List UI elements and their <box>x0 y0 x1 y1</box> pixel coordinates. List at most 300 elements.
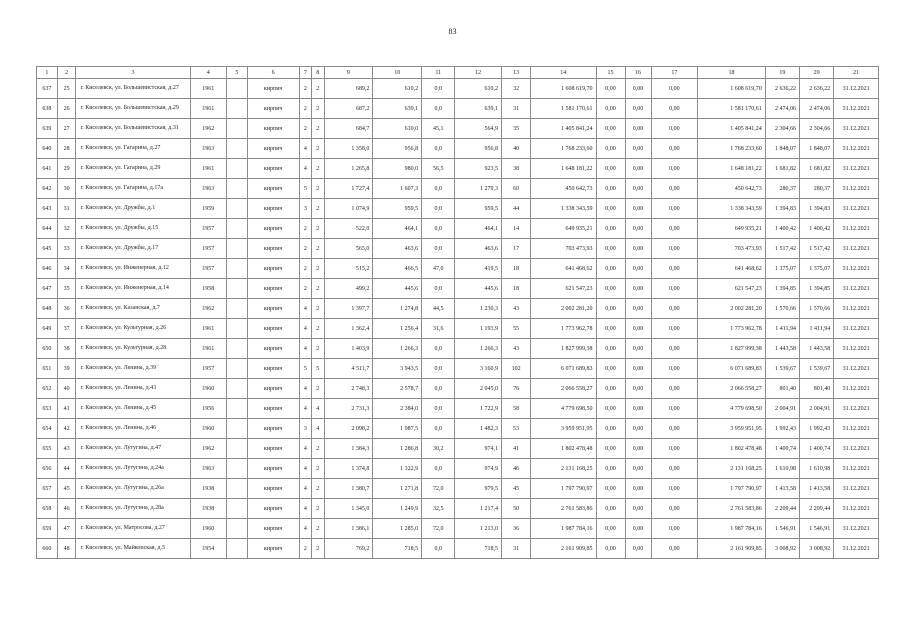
table-cell: 0,00 <box>625 119 651 139</box>
table-cell: 0,0 <box>422 219 455 239</box>
table-cell: 642 <box>37 179 58 199</box>
table-cell: 44,5 <box>422 299 455 319</box>
table-cell: 2 004,91 <box>765 399 799 419</box>
table-cell: 2 474,06 <box>799 99 833 119</box>
table-cell: 980,0 <box>373 159 422 179</box>
table-cell: 639 <box>37 119 58 139</box>
column-header: 21 <box>834 67 879 79</box>
address-cell: г. Киселевск, ул. Ленина, д.39 <box>76 359 190 379</box>
address-cell: г. Киселевск, ул. Гагарина, д.27 <box>76 139 190 159</box>
table-cell: 44 <box>57 459 76 479</box>
table-cell: 1 581 170,61 <box>531 99 596 119</box>
table-cell: 651 <box>37 359 58 379</box>
table-cell: 0,0 <box>422 339 455 359</box>
table-cell: 2 <box>312 299 324 319</box>
table-cell: 34 <box>57 259 76 279</box>
table-cell: 31.12.2021 <box>834 279 879 299</box>
table-cell: 2 384,0 <box>373 399 422 419</box>
table-cell: 0,00 <box>625 359 651 379</box>
table-cell: кирпич <box>247 159 299 179</box>
table-cell: 450 642,73 <box>531 179 596 199</box>
table-row <box>37 99 879 119</box>
table-cell: 2 <box>312 439 324 459</box>
table-cell: 38 <box>502 159 531 179</box>
table-cell <box>226 99 247 119</box>
table-cell: 515,2 <box>324 259 373 279</box>
table-cell: 37 <box>57 319 76 339</box>
table-cell: кирпич <box>247 79 299 99</box>
table-cell: 1961 <box>190 159 226 179</box>
table-cell: 0,0 <box>422 419 455 439</box>
table-cell: 1963 <box>190 459 226 479</box>
table-cell: 959,5 <box>373 199 422 219</box>
table-cell: 36 <box>57 299 76 319</box>
table-cell: 41 <box>502 439 531 459</box>
table-cell: 0,00 <box>596 219 625 239</box>
table-cell: 1957 <box>190 359 226 379</box>
table-cell: кирпич <box>247 499 299 519</box>
table-cell: 5 <box>299 359 311 379</box>
table-cell: 50 <box>502 499 531 519</box>
table-cell: 649 935,21 <box>531 219 596 239</box>
table-cell: 31.12.2021 <box>834 219 879 239</box>
table-cell: 1 265,8 <box>324 159 373 179</box>
table-cell: 2 761 583,86 <box>698 499 765 519</box>
table-cell: 1 397,7 <box>324 299 373 319</box>
table-cell: 2 <box>299 539 311 559</box>
table-cell: 0,00 <box>596 479 625 499</box>
table-cell: 1 581 170,61 <box>698 99 765 119</box>
table-cell: 102 <box>502 359 531 379</box>
table-cell: 0,0 <box>422 239 455 259</box>
column-header: 13 <box>502 67 531 79</box>
table-cell: кирпич <box>247 339 299 359</box>
table-cell: кирпич <box>247 299 299 319</box>
table-cell: 14 <box>502 219 531 239</box>
table-cell: 649 935,21 <box>698 219 765 239</box>
table-cell: 0,00 <box>625 479 651 499</box>
table-cell: 703 473,93 <box>698 239 765 259</box>
table-cell: 610,2 <box>455 79 502 99</box>
table-cell: 2 <box>299 99 311 119</box>
table-cell: 1 411,94 <box>799 319 833 339</box>
table-cell: 646 <box>37 259 58 279</box>
table-cell: 1 286,8 <box>373 439 422 459</box>
column-header: 2 <box>57 67 76 79</box>
table-cell: 718,5 <box>373 539 422 559</box>
table-cell: 0,0 <box>422 379 455 399</box>
table-cell: 648 <box>37 299 58 319</box>
table-cell: 0,00 <box>651 379 698 399</box>
table-cell: 641 468,62 <box>698 259 765 279</box>
table-cell <box>226 399 247 419</box>
table-cell: 1 362,4 <box>324 319 373 339</box>
table-cell <box>226 379 247 399</box>
table-cell: 1 338 343,59 <box>531 199 596 219</box>
address-cell: г. Киселевск, ул. Лутугина, д.47 <box>76 439 190 459</box>
table-cell: 1961 <box>190 319 226 339</box>
table-cell: 718,5 <box>455 539 502 559</box>
table-cell: 1 394,85 <box>799 279 833 299</box>
table-cell: 2 131 168,25 <box>698 459 765 479</box>
table-cell: 5 <box>299 179 311 199</box>
table-cell: 1 213,0 <box>455 519 502 539</box>
table-cell: 0,00 <box>651 519 698 539</box>
table-cell: 1 987,5 <box>373 419 422 439</box>
table-cell: 35 <box>57 279 76 299</box>
column-header: 12 <box>455 67 502 79</box>
table-cell: 0,00 <box>625 439 651 459</box>
table-cell: 0,00 <box>651 199 698 219</box>
table-cell: 0,00 <box>625 539 651 559</box>
table-cell: 4 <box>299 459 311 479</box>
table-cell: 0,00 <box>651 279 698 299</box>
table-cell: 2 <box>312 459 324 479</box>
table-cell: 565,0 <box>324 239 373 259</box>
table-cell <box>226 479 247 499</box>
table-cell: 0,00 <box>596 439 625 459</box>
table-cell <box>226 359 247 379</box>
table-cell: 5 <box>312 359 324 379</box>
table-cell: 1 384,3 <box>324 439 373 459</box>
address-cell: г. Киселевск, ул. Инженерная, д.14 <box>76 279 190 299</box>
table-cell: кирпич <box>247 399 299 419</box>
table-cell: 1 413,58 <box>799 479 833 499</box>
table-cell <box>226 159 247 179</box>
table-cell: 0,00 <box>651 119 698 139</box>
table-cell: 0,00 <box>625 499 651 519</box>
table-cell: 0,0 <box>422 399 455 419</box>
table-cell: 31.12.2021 <box>834 459 879 479</box>
table-cell: 647 <box>37 279 58 299</box>
table-cell: кирпич <box>247 179 299 199</box>
table-row <box>37 539 879 559</box>
table-cell: 660 <box>37 539 58 559</box>
table-cell: кирпич <box>247 319 299 339</box>
table-cell: 610,2 <box>373 79 422 99</box>
table-cell <box>226 239 247 259</box>
table-cell: 2 <box>299 279 311 299</box>
table-cell: 1 403,9 <box>324 339 373 359</box>
table-cell: 464,1 <box>373 219 422 239</box>
table-cell: 0,0 <box>422 199 455 219</box>
address-cell: г. Киселевск, ул. Ленина, д.43 <box>76 379 190 399</box>
table-cell: 1 230,3 <box>455 299 502 319</box>
table-cell: 2 <box>312 539 324 559</box>
table-cell: 1938 <box>190 479 226 499</box>
table-cell: 1 681,82 <box>799 159 833 179</box>
table-cell: кирпич <box>247 419 299 439</box>
table-cell: 2 761 583,86 <box>531 499 596 519</box>
table-cell: 1 400,42 <box>765 219 799 239</box>
table-cell: 1 546,91 <box>799 519 833 539</box>
table-cell: 2 098,2 <box>324 419 373 439</box>
table-cell: 1 285,0 <box>373 519 422 539</box>
table-cell: 2 161 909,85 <box>531 539 596 559</box>
table-cell: 2 <box>312 119 324 139</box>
table-cell: 652 <box>37 379 58 399</box>
table-cell: 4 779 698,50 <box>531 399 596 419</box>
table-cell: 1 992,43 <box>765 419 799 439</box>
table-cell: 1 802 478,48 <box>698 439 765 459</box>
table-cell: 621 547,23 <box>531 279 596 299</box>
table-cell: 450 642,73 <box>698 179 765 199</box>
table-cell: 1 773 962,78 <box>531 319 596 339</box>
table-cell: 0,00 <box>596 499 625 519</box>
table-cell: 2 <box>312 499 324 519</box>
table-row <box>37 439 879 459</box>
table-cell: 610,0 <box>373 119 422 139</box>
table-cell: 46 <box>502 459 531 479</box>
table-cell: 40 <box>502 139 531 159</box>
table-cell: 0,00 <box>651 359 698 379</box>
table-cell: 4 <box>312 419 324 439</box>
table-cell: 0,00 <box>625 99 651 119</box>
table-cell: 0,00 <box>596 459 625 479</box>
table-cell: 4 <box>312 399 324 419</box>
table-cell: 1 539,67 <box>799 359 833 379</box>
table-cell: 2 <box>312 199 324 219</box>
column-header: 8 <box>312 67 324 79</box>
table-cell: кирпич <box>247 119 299 139</box>
table-cell: 1 256,4 <box>373 319 422 339</box>
table-cell: 499,2 <box>324 279 373 299</box>
table-cell: 2 004,91 <box>799 399 833 419</box>
table-cell: 56,5 <box>422 159 455 179</box>
table-cell: 1 413,58 <box>765 479 799 499</box>
table-cell: 280,37 <box>799 179 833 199</box>
table-cell <box>226 439 247 459</box>
table-cell: 1962 <box>190 299 226 319</box>
table-cell: 1 517,42 <box>765 239 799 259</box>
table-cell: 1 546,91 <box>765 519 799 539</box>
table-cell <box>226 339 247 359</box>
table-cell: 3 008,92 <box>765 539 799 559</box>
table-cell: 1 773 962,78 <box>698 319 765 339</box>
table-cell: 621 547,23 <box>698 279 765 299</box>
housing-register-table-container <box>36 66 879 559</box>
table-row <box>37 459 879 479</box>
column-header: 9 <box>324 67 373 79</box>
table-cell: кирпич <box>247 459 299 479</box>
table-cell: 46 <box>57 499 76 519</box>
table-cell: 2 131 168,25 <box>531 459 596 479</box>
table-row <box>37 119 879 139</box>
table-cell: 0,0 <box>422 79 455 99</box>
address-cell: г. Киселевск, ул. Большевистская, д.29 <box>76 99 190 119</box>
table-cell: 0,00 <box>596 179 625 199</box>
table-cell: 1 802 478,48 <box>531 439 596 459</box>
table-cell: 2 <box>299 119 311 139</box>
table-cell: 0,00 <box>651 339 698 359</box>
table-cell: 974,9 <box>455 459 502 479</box>
table-cell: 25 <box>57 79 76 99</box>
table-cell: 44 <box>502 199 531 219</box>
table-cell: 653 <box>37 399 58 419</box>
table-cell: 53 <box>502 419 531 439</box>
table-cell: 656 <box>37 459 58 479</box>
address-cell: г. Киселевск, ул. Гагарина, д.17а <box>76 179 190 199</box>
table-cell: 1 608 619,70 <box>698 79 765 99</box>
table-cell: 31.12.2021 <box>834 299 879 319</box>
table-cell: 0,00 <box>625 339 651 359</box>
table-cell: 0,0 <box>422 99 455 119</box>
table-cell: 638 <box>37 99 58 119</box>
table-cell: 2 <box>312 139 324 159</box>
table-cell: 2 <box>299 79 311 99</box>
table-cell: 0,00 <box>596 339 625 359</box>
table-cell: 0,00 <box>625 159 651 179</box>
table-row <box>37 239 879 259</box>
table-cell: 687,2 <box>324 99 373 119</box>
table-cell: 72,0 <box>422 519 455 539</box>
table-cell: 1 274,8 <box>373 299 422 319</box>
table-cell: 4 <box>299 499 311 519</box>
table-cell: 0,00 <box>651 399 698 419</box>
table-cell: 1 375,07 <box>765 259 799 279</box>
table-cell: 684,7 <box>324 119 373 139</box>
table-row <box>37 399 879 419</box>
table-cell: 0,00 <box>596 319 625 339</box>
header-row <box>37 67 879 79</box>
table-cell: 769,2 <box>324 539 373 559</box>
table-cell: 1 193,9 <box>455 319 502 339</box>
table-cell: 0,00 <box>651 299 698 319</box>
table-cell: 0,00 <box>625 219 651 239</box>
column-header: 10 <box>373 67 422 79</box>
table-cell: 1 797 790,97 <box>698 479 765 499</box>
column-header: 20 <box>799 67 833 79</box>
table-cell: кирпич <box>247 519 299 539</box>
table-cell: 2 748,3 <box>324 379 373 399</box>
table-cell: 1 358,0 <box>324 139 373 159</box>
table-cell: 1 722,9 <box>455 399 502 419</box>
table-cell: 0,00 <box>651 219 698 239</box>
address-cell: г. Киселевск, ул. Культурная, д.28 <box>76 339 190 359</box>
table-cell: 18 <box>502 259 531 279</box>
table-cell: 1954 <box>190 539 226 559</box>
table-cell: 40 <box>57 379 76 399</box>
table-cell: 1962 <box>190 439 226 459</box>
table-cell <box>226 119 247 139</box>
table-cell: 974,1 <box>455 439 502 459</box>
table-cell: 31.12.2021 <box>834 139 879 159</box>
table-cell: 1 517,42 <box>799 239 833 259</box>
table-row <box>37 319 879 339</box>
table-cell: 2 <box>312 379 324 399</box>
table-cell: 0,00 <box>596 159 625 179</box>
table-cell: 0,0 <box>422 539 455 559</box>
table-cell: 4 <box>299 339 311 359</box>
table-cell: 39 <box>57 359 76 379</box>
column-header: 3 <box>76 67 190 79</box>
table-cell: 1957 <box>190 219 226 239</box>
table-cell: 2 636,22 <box>765 79 799 99</box>
table-cell: 1 648 181,22 <box>698 159 765 179</box>
table-cell: 463,6 <box>373 239 422 259</box>
table-cell: 1960 <box>190 379 226 399</box>
table-cell: 0,00 <box>625 179 651 199</box>
table-cell: 923,5 <box>455 159 502 179</box>
table-cell: 31.12.2021 <box>834 259 879 279</box>
table-cell: 0,00 <box>596 539 625 559</box>
table-cell: 47,0 <box>422 259 455 279</box>
table-cell <box>226 199 247 219</box>
table-cell: 2 731,3 <box>324 399 373 419</box>
table-cell: 48 <box>57 539 76 559</box>
table-cell: 3 008,92 <box>799 539 833 559</box>
table-cell: 658 <box>37 499 58 519</box>
column-header: 11 <box>422 67 455 79</box>
table-cell: 0,00 <box>596 379 625 399</box>
table-cell: кирпич <box>247 439 299 459</box>
table-cell: 0,00 <box>596 399 625 419</box>
table-cell: 0,00 <box>625 379 651 399</box>
table-cell: 0,00 <box>596 139 625 159</box>
table-cell: 1961 <box>190 79 226 99</box>
table-cell: 280,37 <box>765 179 799 199</box>
table-cell: 30 <box>57 179 76 199</box>
table-cell: 1 607,3 <box>373 179 422 199</box>
table-cell: 1 827 999,38 <box>698 339 765 359</box>
table-cell: 0,00 <box>625 79 651 99</box>
table-cell: 1 539,67 <box>765 359 799 379</box>
table-cell: 2 161 909,85 <box>698 539 765 559</box>
address-cell: г. Киселевск, ул. Лутугина, д.28а <box>76 499 190 519</box>
address-cell: г. Киселевск, ул. Казанская, д.7 <box>76 299 190 319</box>
table-cell: 1959 <box>190 199 226 219</box>
table-cell: 43 <box>502 299 531 319</box>
table-cell: 0,0 <box>422 279 455 299</box>
table-cell: 2 <box>299 239 311 259</box>
table-cell: 0,00 <box>596 419 625 439</box>
table-cell: 0,00 <box>651 439 698 459</box>
table-cell: 4 <box>299 519 311 539</box>
table-cell <box>226 499 247 519</box>
table-cell: 956,8 <box>455 139 502 159</box>
table-cell: 3 959 951,95 <box>531 419 596 439</box>
table-cell: 464,1 <box>455 219 502 239</box>
table-cell: 2 066 558,27 <box>698 379 765 399</box>
table-cell: 657 <box>37 479 58 499</box>
table-cell: 1 394,83 <box>765 199 799 219</box>
table-cell: 32,5 <box>422 499 455 519</box>
table-cell: 1 279,3 <box>455 179 502 199</box>
table-cell: 1 217,4 <box>455 499 502 519</box>
table-cell: 639,1 <box>455 99 502 119</box>
table-cell: 33 <box>57 239 76 259</box>
table-cell <box>226 139 247 159</box>
table-cell: 0,00 <box>651 319 698 339</box>
table-cell: 463,6 <box>455 239 502 259</box>
address-cell: г. Киселевск, ул. Большевистская, д.31 <box>76 119 190 139</box>
table-cell: 4 <box>299 379 311 399</box>
table-cell: 1 411,94 <box>765 319 799 339</box>
table-cell: 0,00 <box>596 79 625 99</box>
table-cell: 1960 <box>190 519 226 539</box>
table-cell: 4 <box>299 479 311 499</box>
address-cell: г. Киселевск, ул. Инженерная, д.12 <box>76 259 190 279</box>
table-cell: 2 <box>312 319 324 339</box>
table-cell: 0,00 <box>625 299 651 319</box>
table-cell: 1957 <box>190 239 226 259</box>
table-cell: 31.12.2021 <box>834 439 879 459</box>
column-header: 16 <box>625 67 651 79</box>
table-cell: 2 <box>312 479 324 499</box>
table-cell: 1 987 784,16 <box>531 519 596 539</box>
table-cell: 31.12.2021 <box>834 239 879 259</box>
column-header: 15 <box>596 67 625 79</box>
